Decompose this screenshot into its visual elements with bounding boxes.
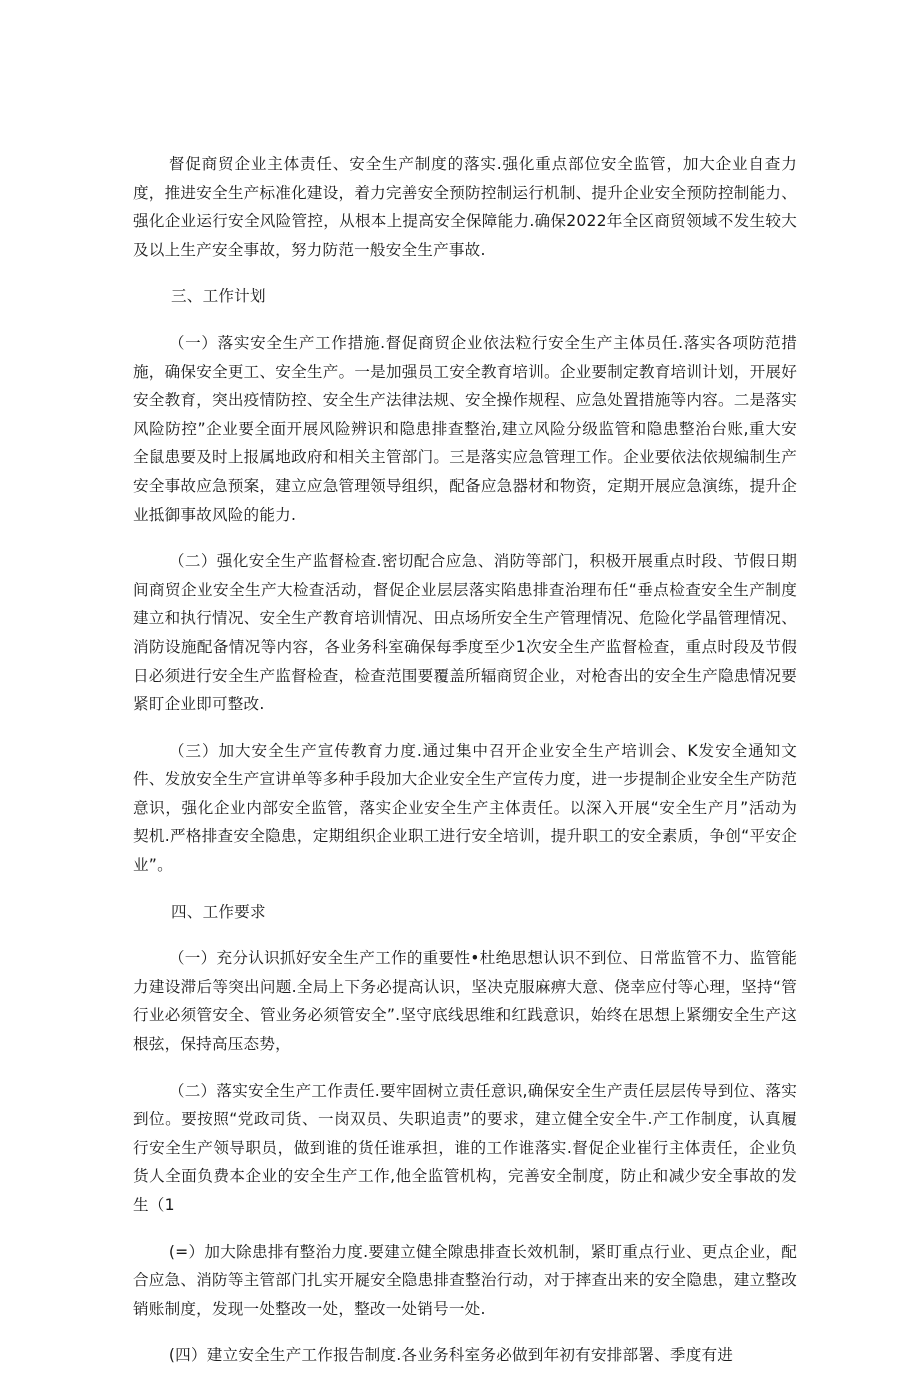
requirement-paragraph-3: (=）加大除患排有整治力度.要建立健全隙患排查长效机制，紧盯重点行业、更点企业，配合应急、消防等主管部门扎实开屣安全隐患排查整治行动，对于摔查出来的安全隐患，建立整改销账制度，发现一处整改一处，整改一处销号一处.: [133, 1242, 797, 1318]
section-heading-work-plan: 三、工作计划: [171, 287, 266, 306]
requirement-paragraph-1: （一）充分认识抓好安全生产工作的重要性•杜绝思想认识不到位、日常监管不力、监管能力建设滞后等突出问题.全局上下务必提高认识，坚决克服麻痹大意、侥幸应付等心理，坚持“管行业必须管安全、管业务必须管安全”.坚守底线思维和红践意识，始终在思想上紧绷安全生产这根弦，保持高压态势，: [133, 949, 797, 1054]
plan-paragraph-1: （一）落实安全生产工作措施.督促商贸企业依法粒行安全生产主体员任.落实各项防范措施，确保安全更工、安全生产。一是加强员工安全教育培训。企业要制定教育培训计划，开展好安全教育，突出疫情防控、安全生产法律法规、安全操作规程、应急处置措施等内容。二是落实风险防控”企业要全面开展风险辨识和隐患排查整治,建立风险分级监管和隐患整治台账,重大安全鼠患要及时上报属地政府和相关主管部门。三是落实应急管理工作。企业要依法依规编制生产安全事故应急预案，建立应急管理领导组织，配备应急器材和物资，定期开展应急演练，提升企业抵御事故风险的能力.: [133, 333, 797, 524]
plan-paragraph-3: （三）加大安全生产宣传教育力度.通过集中召开企业安全生产培训会、K发安全通知文件、发放安全生产宣讲单等多种手段加大企业安全生产宣传力度，进一步提制企业安全生产防范意识，强化企业内部安全监管，落实企业安全生产主体责任。以深入开展“安全生产月”活动为契机.严格排查安全隐患，定期组织企业职工进行安全培训，提升职工的安全素质，争创“平安企业”。: [133, 741, 797, 875]
requirement-paragraph-4: (四）建立安全生产工作报告制度.各业务科室务必做到年初有安排部署、季度有进: [168, 1346, 734, 1365]
section-heading-work-requirements: 四、工作要求: [171, 902, 266, 921]
requirement-paragraph-2: （二）落实安全生产工作责任.要牢固树立责任意识,确保安全生产责任层层传导到位、落实到位。要按照“党政司货、一岗双员、失职追责”的要求，建立健全安全牛.产工作制度，认真履行安全生产领导职员，做到谁的货任谁承担，谁的工作谁落实.督促企业崔行主体责任，企业负货人全面负费本企业的安全生产工作,他全监管机构，完善安全制度，防止和减少安全事故的发生（1: [133, 1081, 797, 1214]
intro-paragraph: 督促商贸企业主体责任、安全生产制度的落实.强化重点部位安全监管，加大企业自查力度，推进安全生产标准化建设，着力完善安全预防控制运行机制、提升企业安全预防控制能力、强化企业运行安全风险管控，从根本上提高安全保障能力.确保2022年全区商贸领域不发生较大及以上生产安全事故，努力防范一般安全生产事故.: [133, 155, 797, 259]
document-body: [133, 150, 797, 1388]
plan-paragraph-2: （二）强化安全生产监督检查.密切配合应急、消防等部门，积极开展重点时段、节假日期间商贸企业安全生产大检查活动，督促企业层层落实陷患排查治理布任“垂点检查安全生产制度建立和执行情况、安全生产教育培训情况、田点场所安全生产管理情况、危险化学晶管理情况、消防设施配备情况等内容，各业务科室确保每季度至少1次安全生产监督检查，重点时段及节假日必须进行安全生产监督检查，检查范围要覆盖所辐商贸企业，对枪杳出的安全生产隐患情况要紧盯企业即可整改.: [133, 552, 797, 714]
